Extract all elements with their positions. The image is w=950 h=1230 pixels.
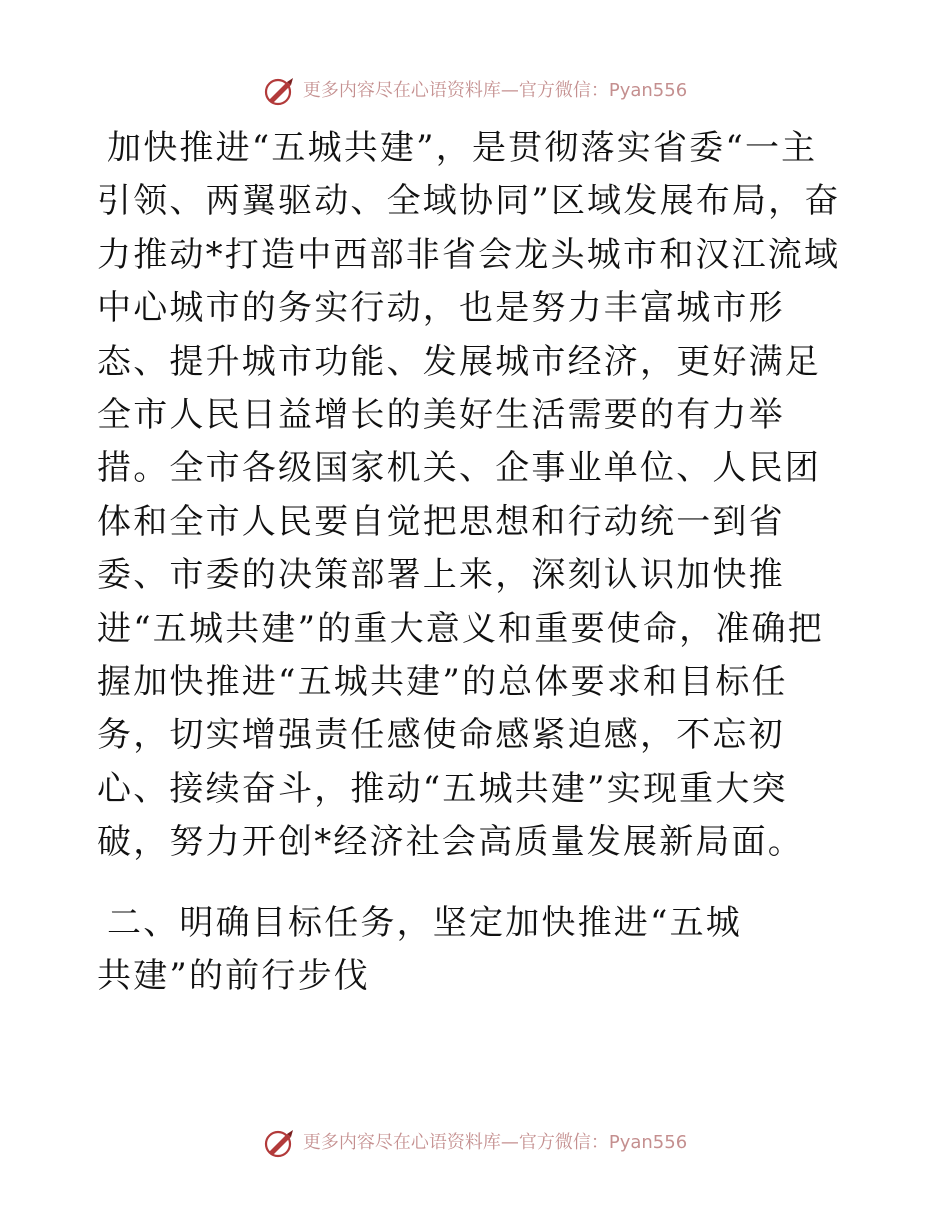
pen-circle-logo-icon: [263, 76, 297, 106]
pen-circle-logo-icon: [263, 1128, 297, 1158]
watermark-text: 更多内容尽在心语资料库—官方微信：Pyan556: [302, 80, 688, 101]
header-watermark: [0, 76, 950, 106]
body-paragraph: 加快推进“五城共建”，是贯彻落实省委“一主引领、两翼驱动、全域协同”区域发展布局，奋力推动*打造中西部非省会龙头城市和汉江流域中心城市的务实行动，也是努力丰富城市形态、提升城市功能、发展城市经济，更好满足全市人民日益增长的美好生活需要的有力举措。全市各级国家机关、企事业单位、人民团体和全市人民要自觉把思想和行动统一到省委、市委的决策部署上来，深刻认识加快推进“五城共建”的重大意义和重要使命，准确把握加快推进“五城共建”的总体要求和目标任务，切实增强责任感使命感紧迫感，不忘初心、接续奋斗，推动“五城共建”实现重大突破，努力开创*经济社会高质量发展新局面。: [97, 128, 841, 863]
watermark-text: 更多内容尽在心语资料库—官方微信：Pyan556: [302, 1132, 688, 1153]
section-heading: 二、明确目标任务，坚定加快推进“五城共建”的前行步伐: [97, 903, 742, 997]
footer-watermark: [0, 1128, 950, 1158]
